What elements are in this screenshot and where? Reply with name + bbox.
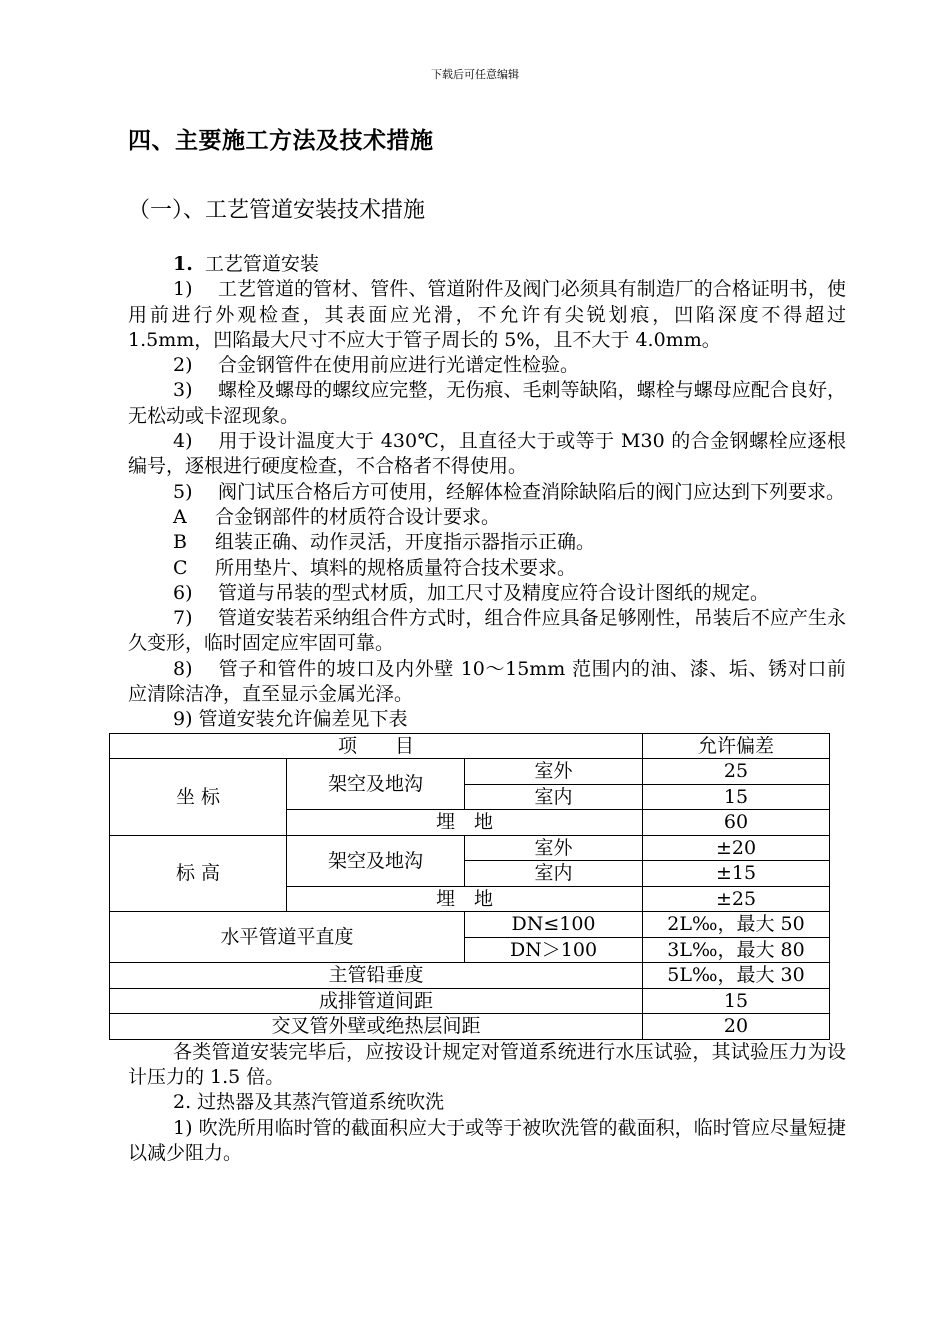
section-title: （一）、工艺管道安装技术措施 [128,198,426,223]
list-item: 6) 管道与吊装的型式材质，加工尺寸及精度应符合设计图纸的规定。 [173,581,770,604]
table-header-row [110,733,830,759]
outdoor-label: 室外 [465,835,643,861]
horiz-label: 水平管道平直度 [110,912,465,963]
tolerance-table [109,733,830,1040]
coord-label: 坐 标 [110,759,287,836]
tolerance-value: ±25 [643,886,830,912]
tolerance-value: 20 [643,1014,830,1040]
tolerance-value: 60 [643,810,830,836]
subsection-number: 1. [173,253,193,275]
list-item: 8) 管子和管件的坡口及内外壁 10～15mm 范围内的油、漆、垢、锈对口前应清除洁净，直至显示金属光泽。 [128,657,846,706]
elev-label: 标 高 [110,835,287,912]
list-item: 1) 工艺管道的管材、管件、管道附件及阀门必须具有制造厂的合格证明书，使用前进行外观检查，其表面应光滑，不允许有尖锐划痕，凹陷深度不得超过 1.5mm，凹陷最大尺寸不应大于管子周长的 5%，且不大于 4.0mm。 [128,278,846,351]
tolerance-value: 15 [643,784,830,810]
subsection-heading-2: 2. 过热器及其蒸汽管道系统吹洗 [173,1091,445,1114]
buried-label: 埋 地 [287,886,643,912]
subsection-heading-1 [128,252,846,277]
sub-list-item: A 合金钢部件的材质符合设计要求。 [173,505,501,528]
tolerance-value: 3L‰，最大 80 [643,937,830,963]
document-body [128,252,846,1166]
table-row [110,912,830,938]
tolerance-value: 25 [643,759,830,785]
list-item: 5) 阀门试压合格后方可使用，经解体检查消除缺陷后的阀门应达到下列要求。 [173,480,846,503]
tolerance-value: ±15 [643,861,830,887]
table-row [110,1014,830,1040]
outdoor-label: 室外 [465,759,643,785]
sub-list-item: C 所用垫片、填料的规格质量符合技术要求。 [173,556,577,579]
table-row [110,963,830,989]
list-item: 3) 螺栓及螺母的螺纹应完整，无伤痕、毛刺等缺陷，螺栓与螺母应配合良好，无松动或卡涩现象。 [128,379,846,427]
tolerance-value: 2L‰，最大 50 [643,912,830,938]
table-row [110,759,830,785]
sub-list-item: B 组装正确、动作灵活，开度指示器指示正确。 [173,531,596,554]
dn-le-label: DN≤100 [465,912,643,938]
header-item: 项 目 [110,733,643,759]
list-item: 2) 合金钢管件在使用前应进行光谱定性检验。 [173,354,580,377]
indoor-label: 室内 [465,784,643,810]
header-tolerance: 允许偏差 [643,733,830,759]
overhead-label: 架空及地沟 [287,759,465,810]
indoor-label: 室内 [465,861,643,887]
tolerance-value: ±20 [643,835,830,861]
buried-label: 埋 地 [287,810,643,836]
tolerance-value: 5L‰，最大 30 [643,963,830,989]
overhead-label: 架空及地沟 [287,835,465,886]
paragraph: 各类管道安装完毕后，应按设计规定对管道系统进行水压试验，其试验压力为设计压力的 1.5 倍。 [128,1040,846,1088]
list-item: 1) 吹洗所用临时管的截面积应大于或等于被吹洗管的截面积，临时管应尽量短捷以减少阻力。 [128,1116,846,1164]
list-item: 4) 用于设计温度大于 430℃，且直径大于或等于 M30 的合金钢螺栓应逐根编号，逐根进行硬度检查，不合格者不得使用。 [128,430,846,478]
tolerance-value: 15 [643,988,830,1014]
table-caption: 9) 管道安装允许偏差见下表 [173,708,408,731]
table-row [110,988,830,1014]
list-item: 7) 管道安装若采纳组合件方式时，组合件应具备足够刚性，吊装后不应产生永久变形，临时固定应牢固可靠。 [128,607,846,655]
table-row [110,835,830,861]
subsection-title: 工艺管道安装 [204,253,319,275]
page-header: 下载后可任意编辑 [431,68,519,81]
spacing-label: 成排管道间距 [110,988,643,1014]
chapter-title: 四、主要施工方法及技术措施 [128,127,434,154]
cross-label: 交叉管外壁或绝热层间距 [110,1014,643,1040]
dn-gt-label: DN＞100 [465,937,643,963]
vertical-label: 主管铅垂度 [110,963,643,989]
